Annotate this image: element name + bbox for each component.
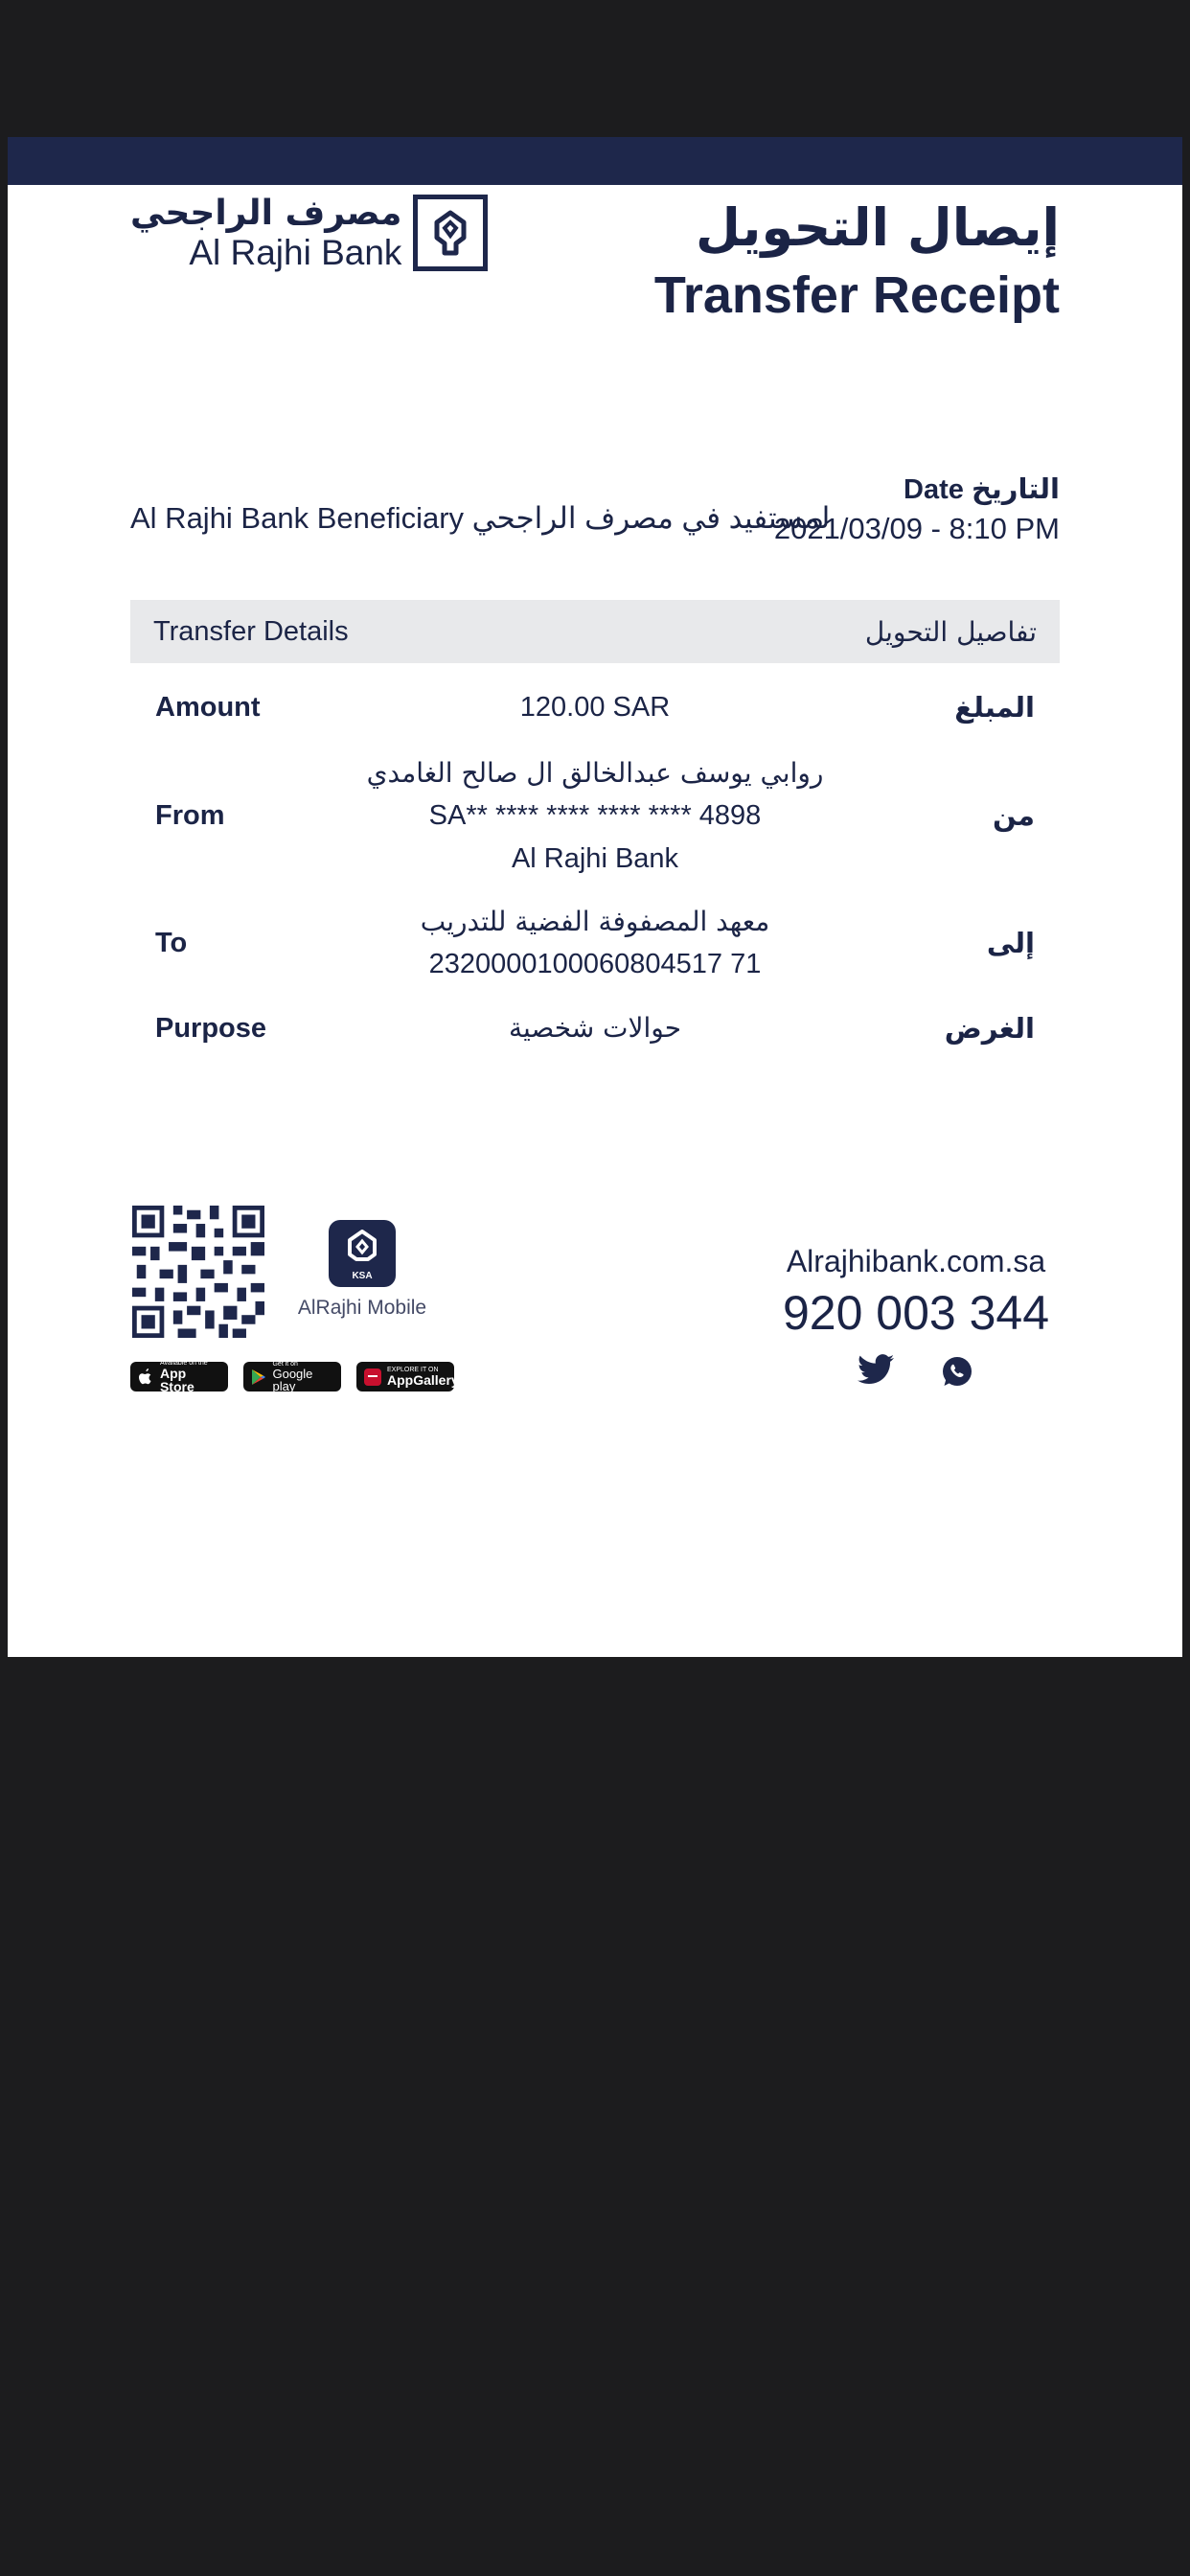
top-bar [8, 137, 1182, 185]
apple-icon [138, 1368, 154, 1386]
google-play-small: Get it on [272, 1361, 298, 1368]
purpose-label-en: Purpose [155, 1012, 267, 1044]
alrajhi-mobile-app[interactable] [295, 1220, 429, 1320]
app-label: AlRajhi Mobile [297, 1297, 427, 1319]
app-gallery-big: AppGallery [387, 1372, 459, 1388]
row-to [130, 900, 1060, 986]
beneficiary-type: Al Rajhi Bank Beneficiary لمستفيد في مصرف الراجحي [130, 501, 831, 535]
bank-emblem-icon [413, 195, 488, 271]
app-gallery-small: EXPLORE IT ON [387, 1367, 439, 1373]
details-header-en: Transfer Details [153, 615, 349, 647]
to-label-en: To [155, 927, 188, 958]
bank-logo [130, 195, 488, 271]
receipt-card [8, 137, 1182, 1657]
title-arabic: إيصال التحويل [695, 197, 1060, 258]
google-play-big: Google play [272, 1367, 313, 1393]
social-links [772, 1354, 1060, 1393]
from-label-en: From [155, 799, 225, 831]
amount-value: 120.00 SAR [519, 691, 671, 723]
app-icon [329, 1220, 396, 1287]
sender-name: روابي يوسف عبدالخالق ال صالح الغامدي [366, 756, 824, 789]
row-amount [130, 683, 1060, 731]
amount-label-ar: المبلغ [954, 691, 1035, 724]
purpose-value: حوالات شخصية [508, 1012, 682, 1044]
huawei-icon [364, 1368, 381, 1386]
recipient-account: 2320000100060804517 71 [428, 949, 762, 979]
google-play-icon [251, 1368, 266, 1386]
details-header-ar: تفاصيل التحويل [864, 615, 1037, 648]
transfer-details-header [130, 600, 1060, 663]
qr-code-icon [132, 1206, 264, 1338]
to-label-ar: إلى [986, 927, 1035, 959]
sender-bank: Al Rajhi Bank [511, 842, 679, 874]
title-block [654, 199, 1060, 325]
store-badges [130, 1360, 459, 1394]
from-label-ar: من [992, 799, 1035, 832]
date-value: 2021/03/09 - 8:10 PM [773, 512, 1060, 545]
recipient-name: معهد المصفوفة الفضية للتدريب [420, 906, 770, 937]
phone-number[interactable]: 920 003 344 [782, 1286, 1050, 1340]
row-purpose [130, 1004, 1060, 1052]
logo-arabic: مصرف الراجحي [130, 193, 402, 233]
website-link[interactable]: Alrajhibank.com.sa [786, 1244, 1046, 1278]
google-play-badge[interactable] [243, 1362, 341, 1392]
logo-english: Al Rajhi Bank [189, 232, 402, 272]
contact-block [772, 1244, 1060, 1393]
app-gallery-badge[interactable] [356, 1362, 459, 1392]
sender-iban: SA** **** **** **** **** 4898 [428, 799, 762, 831]
app-store-small: Available on the [159, 1360, 208, 1367]
date-block [774, 472, 1060, 546]
app-badge: KSA [352, 1271, 373, 1281]
amount-label-en: Amount [155, 691, 261, 723]
purpose-label-ar: الغرض [944, 1012, 1035, 1045]
whatsapp-icon[interactable] [940, 1354, 974, 1393]
twitter-icon[interactable] [858, 1354, 894, 1393]
row-from [130, 750, 1060, 881]
title-english: Transfer Receipt [653, 266, 1060, 325]
app-store-big: App Store [159, 1366, 195, 1394]
app-store-badge[interactable] [130, 1362, 228, 1392]
date-label: Date التاريخ [904, 474, 1060, 505]
